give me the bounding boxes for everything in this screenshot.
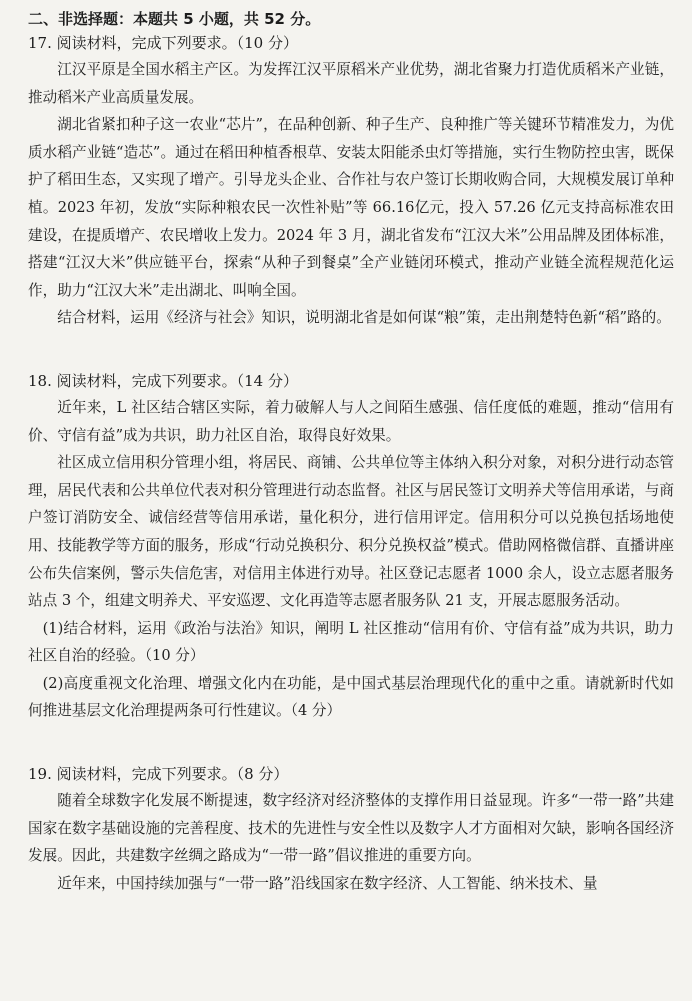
- question-19: [28, 763, 674, 897]
- question-17-heading: 17. 阅读材料，完成下列要求。（10 分）: [28, 34, 298, 52]
- question-17: [28, 32, 674, 332]
- section-title: 二、非选择题：本题共 5 小题，共 52 分。: [28, 10, 321, 28]
- question-18: [28, 370, 674, 725]
- question-17-paragraph-1: 江汉平原是全国水稻主产区。为发挥江汉平原稻米产业优势，湖北省聚力打造优质稻米产业链，推动稻米产业高质量发展。: [28, 61, 674, 106]
- question-17-paragraph-2: 湖北省紧扣种子这一农业“芯片”，在品种创新、种子生产、良种推广等关键环节精准发力，为优质水稻产业链“造芯”。通过在稻田种植香根草、安装太阳能杀虫灯等措施，实行生物防控虫害，既保护了稻田生态，又实现了增产。引导龙头企业、合作社与农户签订长期收购合同，大规模发展订单种植。2023 年初，发放“实际种粮农民一次性补贴”等 66.16亿元，投入 57.26 亿元支持高标准农田建设，在提质增产、农民增收上发力。2024 年 3 月，湖北省发布“江汉大米”公用品牌及团体标准，搭建“江汉大米”供应链平台，探索“从种子到餐桌”全产业链闭环模式，推动产业链全流程规范化运作，助力“江汉大米”走出湖北、叫响全国。: [28, 116, 674, 299]
- question-18-sub-1: (1)结合材料，运用《政治与法治》知识，阐明 L 社区推动“信用有价、守信有益”成为共识，助力社区自治的经验。（10 分）: [28, 619, 674, 665]
- question-18-sub-2: (2)高度重视文化治理、增强文化内在功能，是中国式基层治理现代化的重中之重。请就新时代如何推进基层文化治理提两条可行性建议。（4 分）: [28, 674, 674, 720]
- question-19-heading: 19. 阅读材料，完成下列要求。（8 分）: [28, 765, 289, 784]
- question-18-paragraph-1: 近年来，L 社区结合辖区实际，着力破解人与人之间陌生感强、信任度低的难题，推动“信用有价、守信有益”成为共识，助力社区自治，取得良好效果。: [28, 398, 674, 444]
- question-19-paragraph-1: 随着全球数字化发展不断提速，数字经济对经济整体的支撑作用日益显现。许多“一带一路”共建国家在数字基础设施的完善程度、技术的先进性与安全性以及数字人才方面相对欠缺，影响各国经济发展。因此，共建数字丝绸之路成为“一带一路”倡议推进的重要方向。: [28, 792, 674, 865]
- question-18-heading: 18. 阅读材料，完成下列要求。（14 分）: [28, 371, 298, 390]
- question-19-paragraph-2: 近年来，中国持续加强与“一带一路”沿线国家在数字经济、人工智能、纳米技术、量: [57, 874, 598, 892]
- question-18-paragraph-2: 社区成立信用积分管理小组，将居民、商铺、公共单位等主体纳入积分对象，对积分进行动态管理，居民代表和公共单位代表对积分管理进行动态监督。社区与居民签订文明养犬等信用承诺，与商户签订消防安全、诚信经营等信用承诺，量化积分，进行信用评定。信用积分可以兑换包括场地使用、技能教学等方面的服务，形成“行动兑换积分、积分兑换权益”模式。借助网格微信群、直播讲座公布失信案例，警示失信危害，对信用主体进行劝导。社区登记志愿者 1000 余人，设立志愿者服务站点 3 个，组建文明养犬、平安巡逻、文化再造等志愿者服务队 21 支，开展志愿服务活动。: [28, 454, 674, 610]
- question-17-prompt: 结合材料，运用《经济与社会》知识，说明湖北省是如何谋“粮”策，走出荆楚特色新“稻”路的。: [57, 309, 671, 327]
